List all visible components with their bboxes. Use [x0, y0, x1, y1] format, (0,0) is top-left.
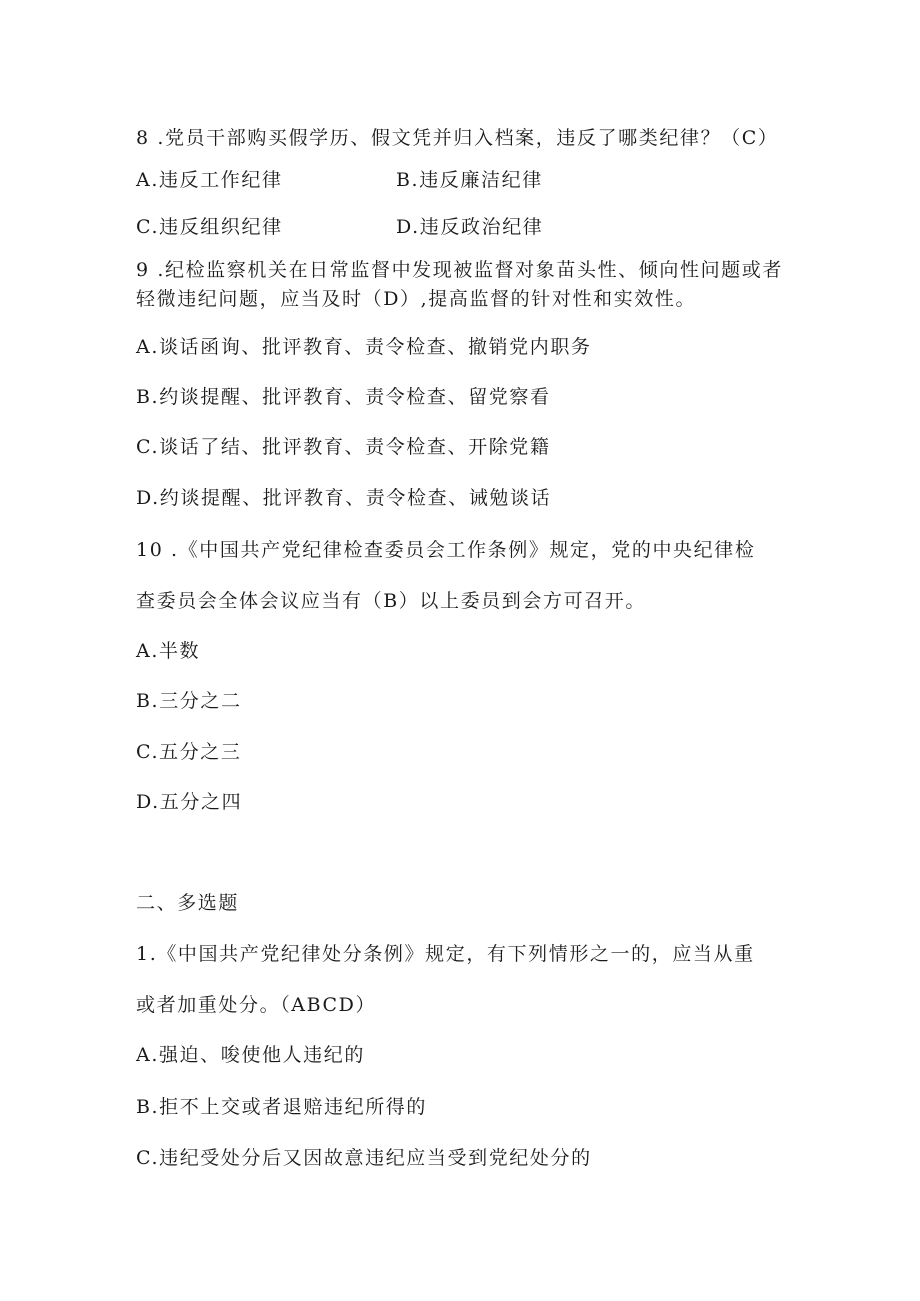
question-8-stem: 8 .党员干部购买假学历、假文凭并归入档案，违反了哪类纪律？（C）	[136, 127, 779, 149]
question-10-option-d: D.五分之四	[136, 791, 243, 813]
question-9-stem-line-2: 轻微违纪问题，应当及时（D）,提高监督的针对性和实效性。	[136, 288, 697, 310]
option-b: B.违反廉洁纪律	[396, 169, 543, 191]
question-10-option-a: A.半数	[136, 640, 201, 662]
mq-1-option-a: A.强迫、唆使他人违纪的	[136, 1044, 365, 1066]
question-10-option-b: B.三分之二	[136, 690, 242, 712]
mq-1-option-b: B.拒不上交或者退赔违纪所得的	[136, 1096, 428, 1118]
question-9-option-d: D.约谈提醒、批评教育、责令检查、诫勉谈话	[136, 487, 552, 509]
question-9-option-c: C.谈话了结、批评教育、责令检查、开除党籍	[136, 436, 551, 458]
question-10-stem-line-2: 查委员会全体会议应当有（B）以上委员到会方可召开。	[136, 590, 646, 612]
option-a: A.违反工作纪律	[136, 169, 283, 191]
mq-1-stem-line-2: 或者加重处分。（ABCD）	[136, 994, 377, 1016]
mq-1-stem-line-1: 1.《中国共产党纪律处分条例》规定，有下列情形之一的，应当从重	[136, 943, 755, 965]
question-8-options-row-1	[136, 168, 543, 192]
question-9-option-a: A.谈话函询、批评教育、责令检查、撤销党内职务	[136, 336, 592, 358]
question-10-stem-line-1: 10 .《中国共产党纪律检查委员会工作条例》规定，党的中央纪律检	[136, 539, 756, 561]
question-8-options-row-2	[136, 215, 544, 239]
question-10-option-c: C.五分之三	[136, 741, 242, 763]
mq-1-option-c: C.违纪受处分后又因故意违纪应当受到党纪处分的	[136, 1147, 592, 1169]
option-c: C.违反组织纪律	[136, 216, 283, 238]
section-heading-multiple-choice: 二、多选题	[136, 892, 240, 914]
question-9-option-b: B.约谈提醒、批评教育、责令检查、留党察看	[136, 386, 551, 408]
question-9-stem-line-1: 9 .纪检监察机关在日常监督中发现被监督对象苗头性、倾向性问题或者	[136, 259, 783, 281]
option-d: D.违反政治纪律	[396, 216, 544, 238]
